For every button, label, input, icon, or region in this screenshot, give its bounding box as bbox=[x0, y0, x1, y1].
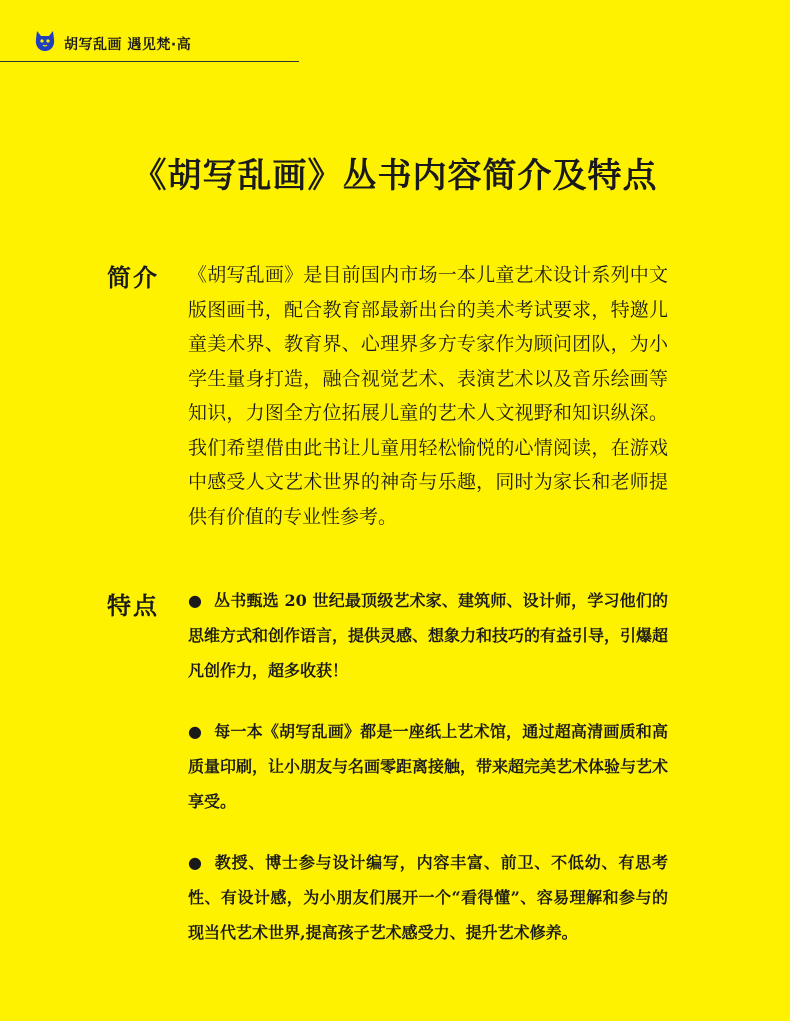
feature-item bbox=[188, 845, 668, 950]
feature-item bbox=[188, 714, 668, 819]
blue-cat-logo-icon bbox=[32, 28, 58, 54]
feature-item bbox=[188, 583, 668, 688]
header-divider bbox=[0, 61, 299, 62]
feature-text: 丛书甄选 20 世纪最顶级艺术家、建筑师、设计师，学习他们的思维方式和创作语言，提供灵感、想象力和技巧的有益引导，引爆超凡创作力，超多收获！ bbox=[188, 591, 669, 680]
feature-text: 每一本《胡写乱画》都是一座纸上艺术馆，通过超高清画质和高质量印刷，让小朋友与名画零距离接触，带来超完美艺术体验与艺术享受。 bbox=[188, 722, 669, 811]
intro-text: 《胡写乱画》是目前国内市场一本儿童艺术设计系列中文版图画书，配合教育部最新出台的美术考试要求，特邀儿童美术界、教育界、心理界多方专家作为顾问团队，为小学生量身打造，融合视觉艺术、表演艺术以及音乐绘画等知识，力图全方位拓展儿童的艺术人文视野和知识纵深。我们希望借由此书让儿童用轻松愉悦的心情阅读，在游戏中感受人文艺术世界的神奇与乐趣，同时为家长和老师提供有价值的专业性参考。 bbox=[188, 264, 668, 528]
features-list bbox=[188, 583, 668, 976]
page-header bbox=[0, 0, 300, 62]
brand-title: 胡写乱画 遇见梵·高 bbox=[64, 37, 192, 53]
bullet-icon: ● bbox=[188, 591, 203, 610]
bullet-icon: ● bbox=[188, 722, 203, 741]
feature-text: 教授、博士参与设计编写，内容丰富、前卫、不低幼、有思考性、有设计感，为小朋友们展开一个“看得懂”、容易理解和参与的现当代艺术世界,提高孩子艺术感受力、提升艺术修养。 bbox=[188, 853, 668, 942]
page-title: 《胡写乱画》丛书内容简介及特点 bbox=[132, 156, 658, 196]
intro-label: 简介 bbox=[107, 263, 159, 292]
features-label: 特点 bbox=[107, 591, 159, 620]
bullet-icon: ● bbox=[188, 853, 203, 872]
